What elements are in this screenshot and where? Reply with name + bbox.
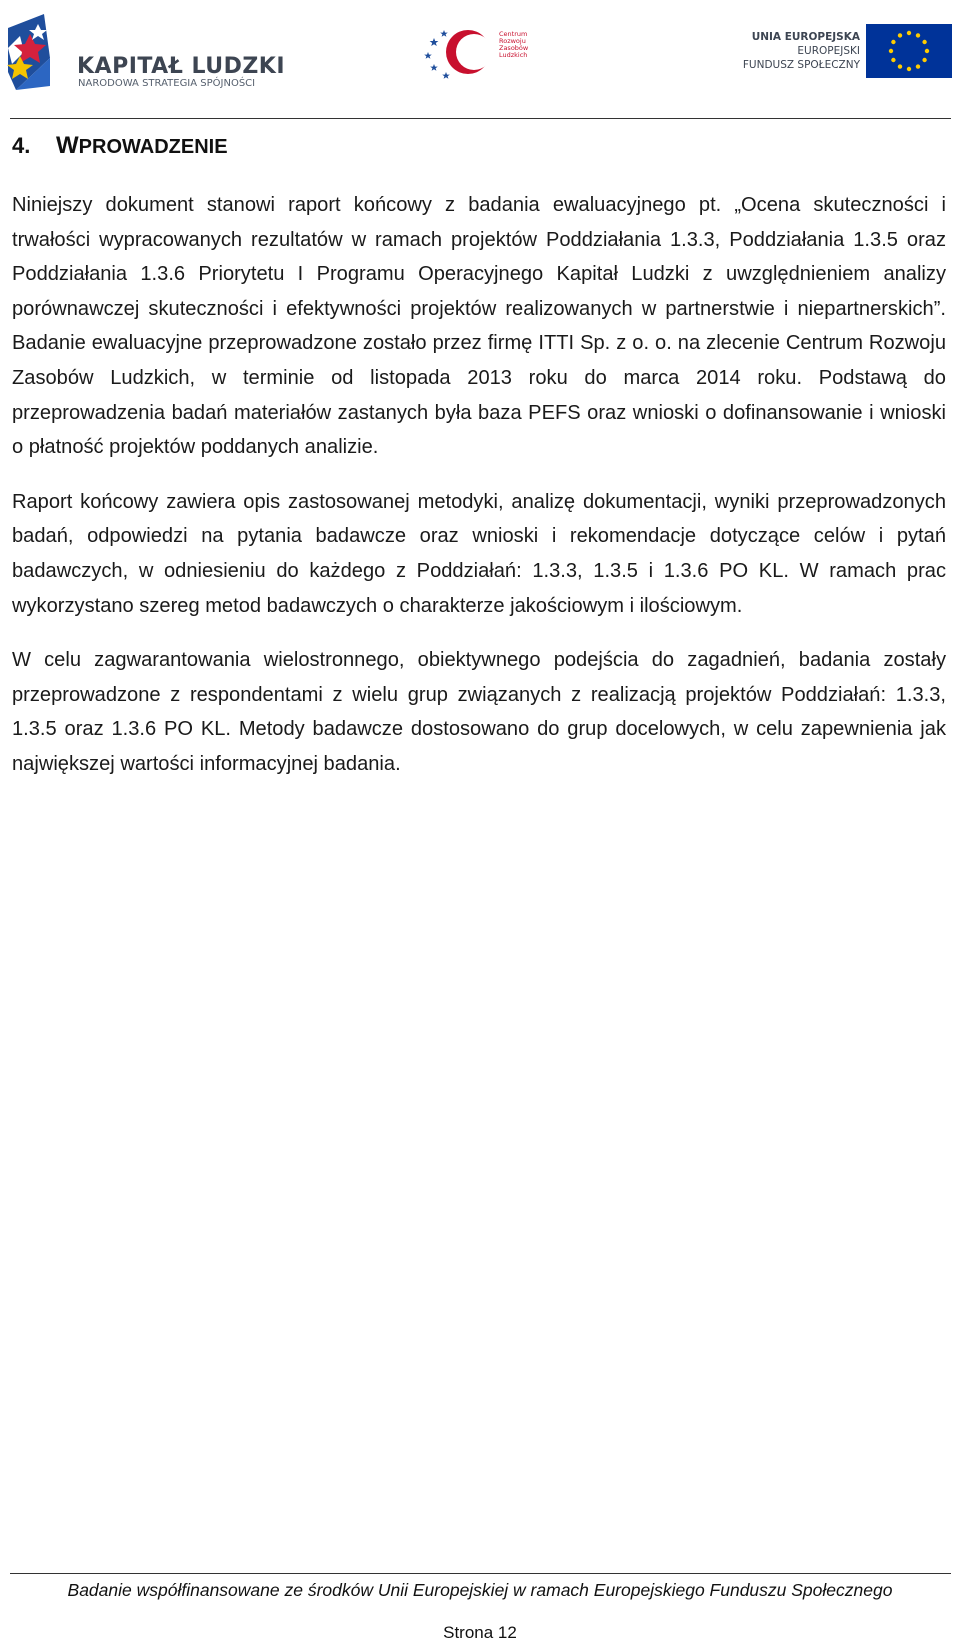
section-number: 4. [12,133,31,158]
eu-flag-icon [866,24,952,78]
paragraph-intro: Niniejszy dokument stanowi raport końcowy z badania ewaluacyjnego pt. „Ocena skuteczności i trwałości wypracowanych rezultatów w ramach projektów Poddziałania 1.3.3, Poddziałania 1.3.5 oraz Poddziałania 1.3.6 Priorytetu I Programu Operacyjnego Kapitał Ludzki z uwzględnieniem analizy porównawczej skuteczności i efektywności projektów realizowanych w partnerstwie i niepartnerskich”. Badanie ewaluacyjne przeprowadzone zostało przez firmę ITTI Sp. z o. o. na zlecenie Centrum Rozwoju Zasobów Ludzkich, w terminie od listopada 2013 roku do marca 2014 roku. Podstawą do przeprowadzenia badań materiałów zastanych była baza PEFS oraz wnioski o dofinansowanie i wnioski o płatność projektów poddanych analizie. [12,194,946,459]
section-title-initial: W [56,132,79,159]
kapital-ludzki-title: KAPITAŁ LUDZKI [77,54,286,79]
page-number: Strona 12 [443,1623,517,1642]
page-header [0,0,960,120]
eu-logo [740,20,952,82]
eu-line-2: EUROPEJSKI [797,45,860,57]
eu-line-1: UNIA EUROPEJSKA [751,31,860,43]
eu-label [743,30,860,72]
eu-line-3: FUNDUSZ SPOŁECZNY [742,59,860,71]
funding-note: Badanie współfinansowane ze środków Unii Europejskiej w ramach Europejskiego Funduszu Społecznego [67,1580,893,1600]
crzl-line: Centrum [499,30,528,38]
footer-divider [10,1573,951,1574]
header-divider [10,118,951,119]
kapital-ludzki-emblem-icon [6,12,72,92]
section-title-rest: PROWADZENIE [78,136,228,158]
crzl-line: Ludzkich [499,51,528,59]
section-heading [12,126,228,167]
kapital-ludzki-logo [6,12,286,98]
crzl-emblem-icon [422,24,502,84]
paragraph-methodology: W celu zagwarantowania wielostronnego, obiektywnego podejścia do zagadnień, badania zostały przeprowadzone z respondentami z wielu grup związanych z realizacją projektów Poddziałań: 1.3.3, 1.3.5 oraz 1.3.6 PO KL. Metody badawcze dostosowano do grup docelowych, w celu zapewnienia jak największej wartości informacyjnej badania. [12,649,946,775]
kapital-ludzki-subtitle: NARODOWA STRATEGIA SPÓJNOŚCI [78,78,256,89]
crzl-name [499,31,559,59]
paragraph-report-contents: Raport końcowy zawiera opis zastosowanej metodyki, analizę dokumentacji, wyniki przeprowadzonych badań, odpowiedzi na pytania badawcze oraz wnioski i rekomendacje dotyczące celów i pytań badawczych, w odniesieniu do każdego z Poddziałań: 1.3.3, 1.3.5 i 1.3.6 PO KL. W ramach prac wykorzystano szereg metod badawczych o charakterze jakościowym i ilościowym. [12,490,946,617]
crzl-line: Rozwoju [499,37,526,45]
document-body [12,188,946,802]
crzl-logo [422,24,552,84]
crzl-line: Zasobów [499,44,529,52]
